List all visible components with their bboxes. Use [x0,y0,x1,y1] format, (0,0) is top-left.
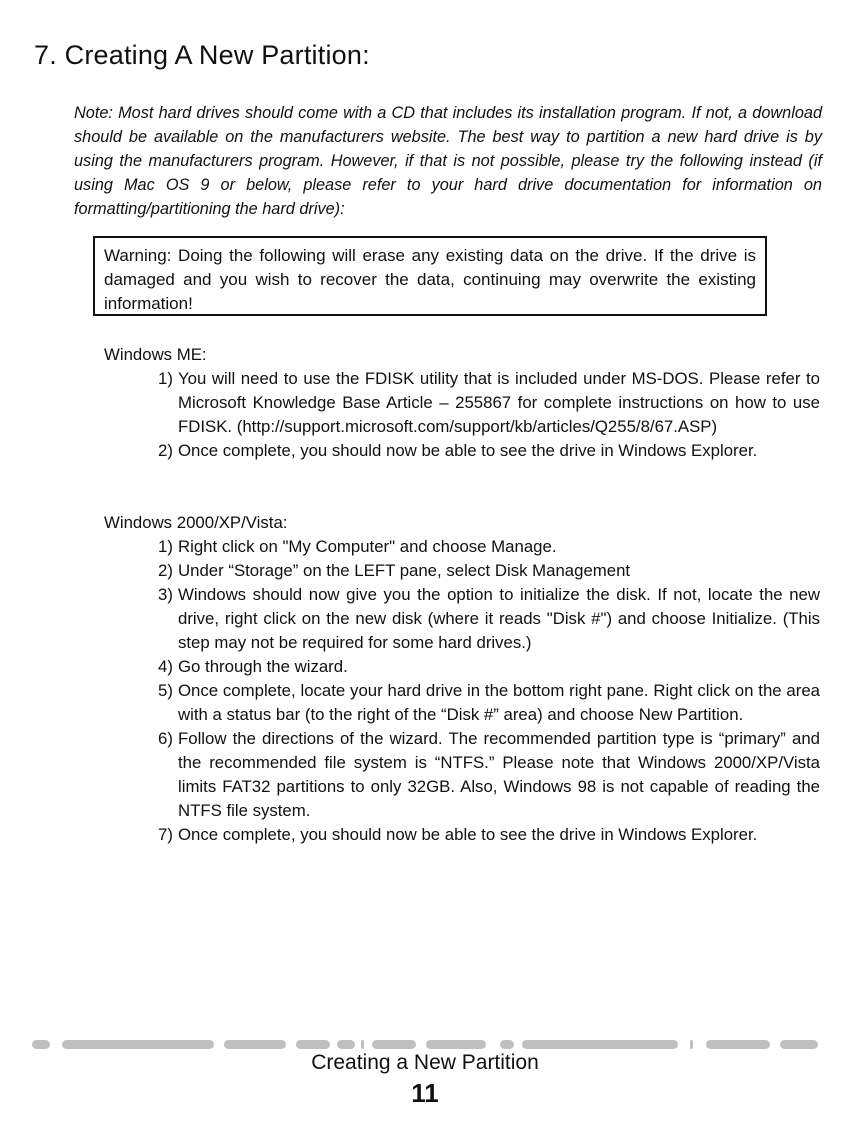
footer-bar-segment [372,1040,416,1049]
step-text: Once complete, you should now be able to see the drive in Windows Explorer. [178,825,758,844]
footer-decorative-bar [32,1040,818,1049]
installation-note: Note: Most hard drives should come with a CD that includes its installation program. If not, a download should be available on the manufacturers website. The best way to partition a new hard drive is by using the manufacturers program. However, if that is not possible, please try the following instead (if using Mac OS 9 or below, please refer to your hard drive documentation for information on formatting/partitioning the hard drive): [74,104,822,218]
footer-bar-segment [706,1040,770,1049]
footer-bar-segment [296,1040,330,1049]
footer-bar-segment [426,1040,486,1049]
step-text: Right click on "My Computer" and choose Manage. [178,537,557,556]
step-number: 4) [158,657,173,676]
footer-bar-segment [62,1040,214,1049]
windows-xp-steps [104,535,820,847]
step-text: Go through the wizard. [178,657,348,676]
step-text: Once complete, locate your hard drive in the bottom right pane. Right click on the area with a status bar (to the right of the “Disk #” area) and choose New Partition. [178,681,820,724]
footer-title: Creating a New Partition [311,1051,539,1074]
list-item [104,727,820,823]
footer-bar-segment [500,1040,514,1049]
step-number: 1) [158,369,173,388]
footer-bar-segment [361,1040,364,1049]
list-item [104,439,820,463]
footer-bar-segment [32,1040,50,1049]
list-item [104,583,820,655]
step-text: Windows should now give you the option to initialize the disk. If not, locate the new drive, right click on the new disk (where it reads "Disk #") and choose Initialize. (This step may not be required for some hard drives.) [178,585,820,652]
step-text: You will need to use the FDISK utility that is included under MS-DOS. Please refer to Microsoft Knowledge Base Article – 255867 for complete instructions on how to use FDISK. (http://support.microsoft.com/support/kb/articles/Q255/8/67.ASP) [178,369,820,436]
windows-xp-section [104,511,820,847]
step-number: 5) [158,681,173,700]
footer-bar-segment [690,1040,693,1049]
list-item [104,823,820,847]
step-number: 6) [158,729,173,748]
step-number: 3) [158,585,173,604]
step-number: 2) [158,441,173,460]
windows-me-title: Windows ME: [104,345,207,364]
step-text: Once complete, you should now be able to see the drive in Windows Explorer. [178,441,758,460]
windows-me-steps [104,367,820,463]
footer-bar-segment [522,1040,678,1049]
list-item [104,535,820,559]
list-item [104,367,820,439]
windows-xp-title: Windows 2000/XP/Vista: [104,513,288,532]
step-text: Under “Storage” on the LEFT pane, select Disk Management [178,561,631,580]
list-item [104,559,820,583]
page-title: 7. Creating A New Partition: [34,40,370,70]
windows-me-section [104,343,820,463]
warning-box: Warning: Doing the following will erase any existing data on the drive. If the drive is damaged and you wish to recover the data, continuing may overwrite the existing information! [93,236,767,316]
step-number: 2) [158,561,173,580]
page-number: 11 [411,1078,439,1108]
footer-bar-segment [780,1040,818,1049]
list-item [104,679,820,727]
step-number: 7) [158,825,173,844]
step-number: 1) [158,537,173,556]
footer-bar-segment [337,1040,355,1049]
step-text: Follow the directions of the wizard. The recommended partition type is “primary” and the recommended file system is “NTFS.” Please note that Windows 2000/XP/Vista limits FAT32 partitions to only 32GB. Also, Windows 98 is not capable of reading the NTFS file system. [178,729,820,820]
footer-bar-segment [224,1040,286,1049]
list-item [104,655,820,679]
